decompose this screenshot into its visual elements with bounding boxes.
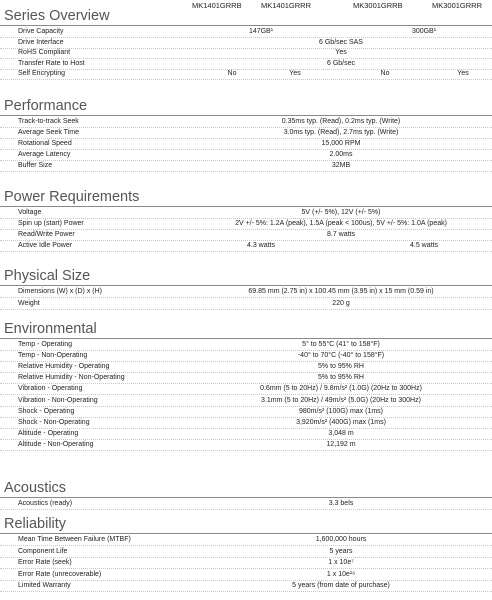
spec-row: [0, 299, 492, 310]
spec-label: Vibration - Operating: [18, 385, 83, 393]
spec-value: 5% to 95% RH: [318, 363, 364, 371]
spec-value: 1 x 10e⁷: [328, 559, 354, 567]
spec-value: 5 years (from date of purchase): [292, 582, 390, 590]
spec-value: 5 years: [329, 547, 353, 555]
model-label: MK1401GRRB: [192, 1, 242, 10]
spec-label: Read/Write Power: [18, 231, 75, 238]
section-rule: [0, 497, 492, 498]
spec-label: Relative Humidity - Operating: [18, 363, 110, 371]
spec-value: -40° to 70°C (-40° to 158°F): [297, 352, 385, 360]
spec-value: 3.0ms typ. (Read), 2.7ms typ. (Write): [283, 128, 399, 136]
spec-value: 12,192 m: [326, 440, 356, 448]
spec-label: Altitude - Operating: [18, 429, 79, 437]
spec-row: [0, 581, 492, 592]
spec-value: 5° to 55°C (41° to 158°F): [302, 341, 380, 348]
spec-value: 6 Gb/sec: [326, 59, 356, 67]
spec-label: Limited Warranty: [18, 582, 71, 590]
spec-label: Self Encrypting: [18, 70, 66, 78]
spec-row: [0, 340, 492, 351]
spec-row: [0, 362, 492, 373]
section-rule: [0, 206, 492, 207]
spec-value: 0.35ms typ. (Read), 0.2ms typ. (Write): [281, 118, 401, 125]
spec-value: 220 g: [332, 299, 350, 307]
spec-label: Active Idle Power: [18, 242, 73, 249]
spec-value: 3,048 m: [328, 429, 354, 437]
spec-label: Mean Time Between Failure (MTBF): [18, 536, 131, 543]
spec-value: 32MB: [331, 161, 351, 169]
spec-label: Drive Capacity: [18, 28, 64, 35]
spec-label: Average Seek Time: [18, 128, 79, 136]
spec-value: 4.5 watts: [409, 242, 439, 249]
spec-label: Transfer Rate to Host: [18, 59, 85, 67]
spec-value: Yes: [335, 49, 347, 57]
spec-value: 4.3 watts: [246, 242, 276, 249]
spec-row: [0, 558, 492, 569]
spec-label: Voltage: [18, 209, 42, 216]
spec-label: Spin up (start) Power: [18, 220, 84, 227]
spec-row: [0, 208, 492, 219]
spec-value: 2V +/- 5%: 1.2A (peak), 1.5A (peak < 100us), 5V +/- 5%: 1.0A (peak): [235, 220, 447, 227]
spec-label: Shock - Non-Operating: [18, 418, 90, 426]
spec-label: Drive Interface: [18, 38, 64, 46]
section-rule: [0, 25, 492, 26]
model-label: MK1401GRRR: [261, 1, 312, 10]
spec-value: 5V (+/- 5%), 12V (+/- 5%): [301, 209, 381, 216]
spec-value: 300GB¹: [411, 28, 437, 35]
section-rule: [0, 338, 492, 339]
section-title-reliability: Reliability: [4, 516, 67, 532]
spec-row: [0, 373, 492, 384]
spec-row: [0, 547, 492, 558]
spec-row: [0, 396, 492, 407]
spec-value: Yes: [289, 70, 301, 78]
spec-row: [0, 418, 492, 429]
spec-value: 3.3 bels: [328, 500, 354, 507]
section-title-power: Power Requirements: [4, 189, 140, 205]
spec-label: Buffer Size: [18, 161, 53, 169]
spec-label: Shock - Operating: [18, 407, 75, 415]
section-rule: [0, 285, 492, 286]
spec-value: 1 x 10e¹⁶: [326, 570, 356, 578]
spec-value: 15,000 RPM: [321, 139, 361, 147]
spec-value: 8.7 watts: [326, 231, 356, 238]
spec-value: No: [227, 70, 237, 78]
model-label: MK3001GRRB: [353, 1, 403, 10]
spec-label: Relative Humidity - Non-Operating: [18, 374, 125, 382]
spec-label: Temp - Operating: [18, 341, 73, 348]
spec-row: [0, 27, 492, 38]
spec-row: [0, 499, 492, 510]
spec-label: Dimensions (W) x (D) x (H): [18, 288, 102, 295]
section-title-series: Series Overview: [4, 8, 110, 24]
spec-label: Temp - Non-Operating: [18, 352, 88, 360]
spec-value: 3,920m/s² (400G) max (1ms): [296, 418, 386, 426]
spec-value: Yes: [457, 70, 469, 78]
spec-row: [0, 241, 492, 252]
spec-label: RoHS Compliant: [18, 49, 71, 57]
spec-row: [0, 150, 492, 161]
spec-row: [0, 351, 492, 362]
spec-row: [0, 128, 492, 139]
spec-row: [0, 287, 492, 298]
section-title-physical: Physical Size: [4, 268, 91, 284]
section-title-acoustics: Acoustics: [4, 480, 67, 496]
spec-value: 1,600,000 hours: [315, 536, 367, 543]
spec-value: 69.85 mm (2.75 in) x 100.45 mm (3.95 in) x 15 mm (0.59 in): [248, 288, 434, 295]
spec-row: [0, 161, 492, 172]
spec-label: Track-to-track Seek: [18, 118, 79, 125]
spec-value: 2.00ms: [329, 150, 353, 158]
spec-value: 3.1mm (5 to 20Hz) / 49m/s² (5.0G) (20Hz to 300Hz): [261, 396, 421, 404]
spec-label: Average Latency: [18, 150, 71, 158]
spec-value: 5% to 95% RH: [318, 374, 364, 382]
section-rule: [0, 533, 492, 534]
spec-row: [0, 535, 492, 546]
spec-row: [0, 48, 492, 59]
spec-value: 6 Gb/sec SAS: [319, 38, 363, 46]
spec-value: 147GB¹: [248, 28, 274, 35]
spec-label: Altitude - Non-Operating: [18, 440, 94, 448]
section-rule: [0, 115, 492, 116]
model-label: MK3001GRRR: [432, 1, 483, 10]
spec-label: Component Life: [18, 547, 68, 555]
spec-row: [0, 139, 492, 150]
spec-row: [0, 570, 492, 581]
spec-row: [0, 69, 492, 80]
spec-row: [0, 384, 492, 395]
spec-label: Vibration - Non-Operating: [18, 396, 98, 404]
spec-label: Error Rate (seek): [18, 559, 72, 567]
spec-row: [0, 38, 492, 49]
spec-row: [0, 59, 492, 70]
spec-row: [0, 429, 492, 440]
spec-label: Rotational Speed: [18, 139, 72, 147]
spec-row: [0, 407, 492, 418]
spec-row: [0, 117, 492, 128]
spec-label: Error Rate (unrecoverable): [18, 570, 102, 578]
spec-row: [0, 440, 492, 451]
spec-label: Acoustics (ready): [18, 500, 73, 507]
spec-row: [0, 230, 492, 241]
section-title-performance: Performance: [4, 98, 88, 114]
spec-value: No: [380, 70, 390, 78]
spec-label: Weight: [18, 299, 40, 307]
section-title-environmental: Environmental: [4, 321, 97, 337]
spec-value: 980m/s² (100G) max (1ms): [298, 407, 384, 415]
spec-row: [0, 219, 492, 230]
spec-value: 0.6mm (5 to 20Hz) / 9.8m/s² (1.0G) (20Hz to 300Hz): [260, 385, 422, 393]
